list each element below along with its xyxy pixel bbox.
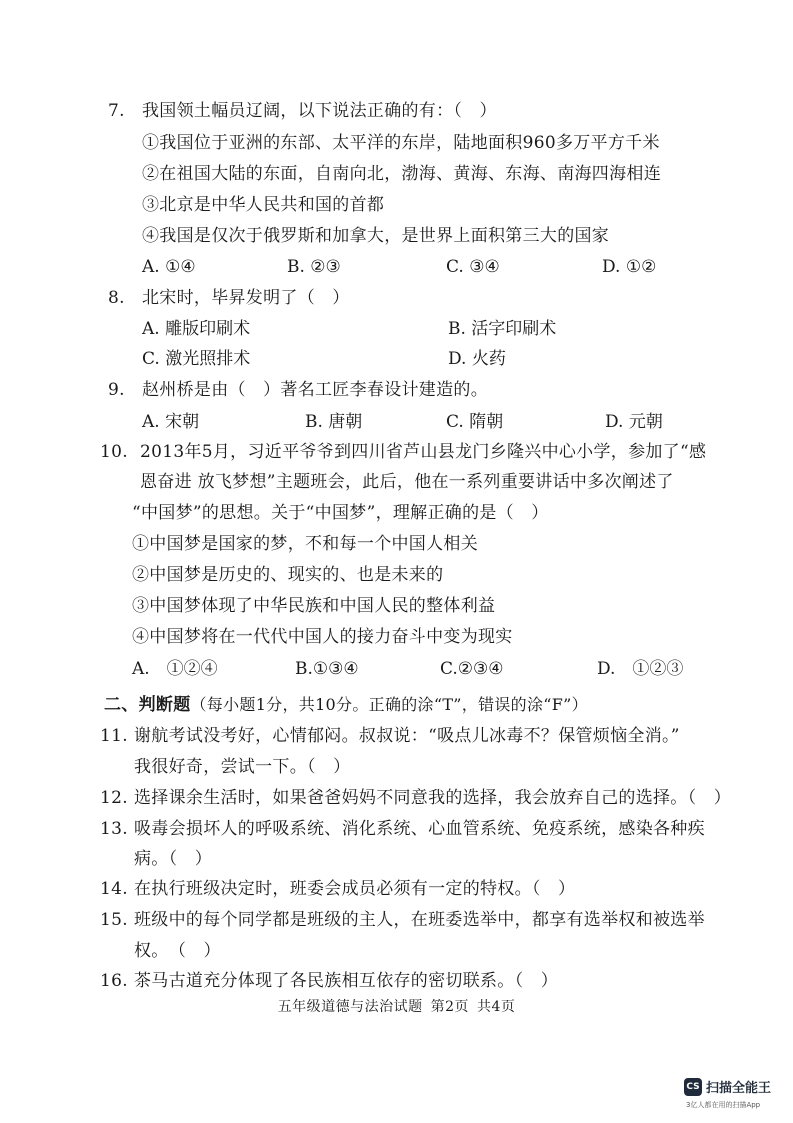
q8-option-a: A. 雕版印刷术 — [142, 319, 251, 339]
q9-option-a: A. 宋朝 — [142, 412, 200, 432]
question-16: 16. 茶马古道充分体现了各民族相互依存的密切联系。（ ） — [100, 971, 558, 991]
question-13: 13. 吸毒会损坏人的呼吸系统、消化系统、心血管系统、免疫系统，感染各种疾 — [100, 819, 705, 839]
q11-line-2: 我很好奇，尝试一下。（ ） — [134, 757, 351, 777]
q10-statement-4: ④中国梦将在一代代中国人的接力奋斗中变为现实 — [132, 627, 513, 647]
scanner-watermark — [684, 1076, 788, 1112]
question-10: 10. 2013年5月，习近平爷爷到四川省芦山县龙门乡隆兴中心小学，参加了“感 — [100, 442, 707, 462]
q10-option-d: D. ①②③ — [597, 659, 684, 679]
camscanner-logo-icon: CS — [684, 1078, 702, 1096]
q7-statement-2: ②在祖国大陆的东面，自南向北，渤海、黄海、东海、南海四海相连 — [142, 164, 661, 184]
q10-option-c: C.②③④ — [440, 659, 504, 679]
q7-option-c: C. ③④ — [446, 257, 500, 277]
q8-option-b: B. 活字印刷术 — [448, 319, 557, 339]
question-7: 7. 我国领土幅员辽阔，以下说法正确的有：（ ） — [108, 101, 497, 121]
footer-total: 共4页 — [477, 999, 516, 1015]
q7-statement-4: ④我国是仅次于俄罗斯和加拿大，是世界上面积第三大的国家 — [142, 226, 610, 246]
q9-option-c: C. 隋朝 — [446, 412, 504, 432]
q7-statement-3: ③北京是中华人民共和国的首都 — [142, 195, 385, 215]
q13-line-2: 病。（ ） — [134, 849, 212, 869]
section-2-note: （每小题1分，共10分。正确的涂“T”，错误的涂“F”） — [190, 695, 588, 714]
q8-option-d: D. 火药 — [448, 349, 506, 369]
question-14: 14. 在执行班级决定时，班委会成员必须有一定的特权。（ ） — [100, 879, 576, 899]
section-2-header — [104, 694, 588, 716]
q10-stem-line-3: “中国梦”的思想。关于“中国梦”，理解正确的是（ ） — [132, 503, 549, 523]
watermark-tagline: 3亿人都在用的扫描App — [686, 1101, 761, 1109]
q7-option-a: A. ①④ — [142, 257, 196, 277]
question-11: 11. 谢航考试没考好，心情郁闷。叔叔说：“吸点儿冰毒不？保管烦恼全消。” — [100, 726, 680, 746]
q9-option-d: D. 元朝 — [605, 412, 663, 432]
footer-title: 五年级道德与法治试题 — [277, 999, 423, 1015]
section-2-title: 二、判断题 — [104, 695, 191, 715]
q10-option-b: B.①③④ — [295, 659, 359, 679]
q9-option-b: B. 唐朝 — [305, 412, 363, 432]
q7-option-d: D. ①② — [602, 257, 657, 277]
q10-statement-2: ②中国梦是历史的、现实的、也是未来的 — [132, 565, 444, 585]
q10-stem-line-2: 恩奋进 放飞梦想”主题班会，此后，他在一系列重要讲话中多次阐述了 — [140, 472, 674, 492]
q15-line-2: 权。 （ ） — [134, 941, 221, 961]
footer-page: 第2页 — [430, 999, 469, 1015]
q10-statement-3: ③中国梦体现了中华民族和中国人民的整体利益 — [132, 596, 496, 616]
question-12: 12. 选择课余生活时，如果爸爸妈妈不同意我的选择，我会放弃自己的选择。（ ） — [100, 788, 731, 808]
question-9: 9. 赵州桥是由（ ）著名工匠李春设计建造的。 — [108, 380, 488, 400]
page-footer — [0, 996, 793, 1016]
q10-statement-1: ①中国梦是国家的梦，不和每一个中国人相关 — [132, 534, 478, 554]
watermark-app-name: 扫描全能王 — [706, 1081, 772, 1096]
q7-option-b: B. ②③ — [287, 257, 341, 277]
q7-statement-1: ①我国位于亚洲的东部、太平洋的东岸，陆地面积960多万平方千米 — [142, 133, 660, 153]
q10-option-a: A. ①②④ — [132, 659, 218, 679]
question-15: 15. 班级中的每个同学都是班级的主人，在班委选举中，都享有选举权和被选举 — [100, 910, 705, 930]
question-8: 8. 北宋时，毕昇发明了（ ） — [108, 288, 350, 308]
q8-option-c: C. 激光照排术 — [142, 349, 251, 369]
